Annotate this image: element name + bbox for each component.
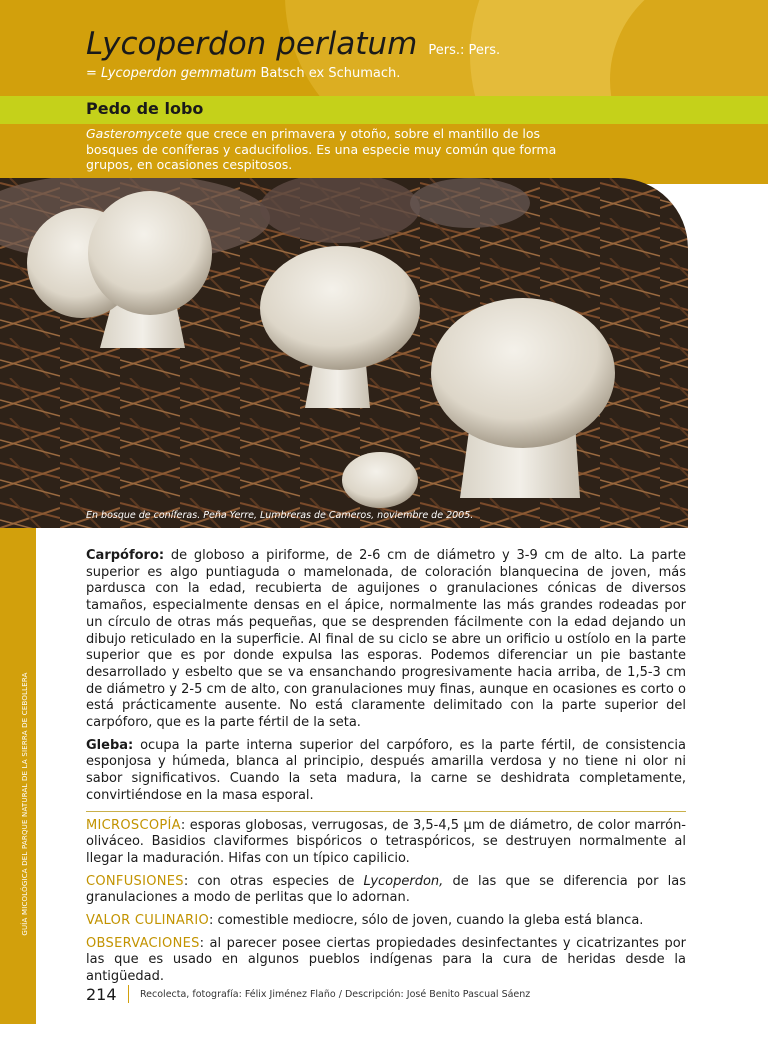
footer-credit: Recolecta, fotografía: Félix Jiménez Flaño / Descripción: José Benito Pascual Sáenz <box>140 989 531 1000</box>
page-number: 214 <box>86 985 117 1004</box>
valor-paragraph <box>86 913 686 930</box>
species-name: Lycoperdon perlatum <box>86 26 418 62</box>
synonym-line <box>86 66 400 81</box>
intro-italic: Gasteromycete <box>86 126 182 141</box>
gleba-text: ocupa la parte interna superior del carpóforo, es la parte fértil, de consistencia esponjosa y húmeda, blanca al principio, después amarilla verdosa y no tiene ni olor ni sabor significativos. Cuando la seta madura, la carne se deshidrata completamente, convirtiéndose en la masa esporal. <box>86 737 686 803</box>
decorative-circle <box>610 0 768 96</box>
photo-illustration <box>0 178 688 528</box>
observaciones-label: OBSERVACIONES <box>86 935 200 951</box>
synonym-prefix: = <box>86 66 102 81</box>
photo-caption: En bosque de coníferas. Peña Yerre, Lumbreras de Cameros, noviembre de 2005. <box>86 510 474 521</box>
mushroom-photo <box>0 178 688 528</box>
description-body <box>86 548 686 992</box>
observaciones-paragraph <box>86 936 686 986</box>
common-name: Pedo de lobo <box>86 99 204 118</box>
carpoforo-paragraph <box>86 548 686 732</box>
confusiones-text-a: : con otras especies de <box>183 873 364 889</box>
microscopia-paragraph <box>86 818 686 868</box>
side-band <box>0 528 36 1024</box>
synonym-species: Lycoperdon gemmatum <box>101 66 257 81</box>
microscopia-text: : esporas globosas, verrugosas, de 3,5-4,5 µm de diámetro, de color marrón-oliváceo. Basidios claviformes bispóricos o tetraspóricos, se destruyen normalmente al llegar la maduración. Hifas con un típico capilicio. <box>86 817 686 866</box>
valor-text: : comestible mediocre, sólo de joven, cuando la gleba está blanca. <box>209 913 644 929</box>
confusiones-paragraph <box>86 874 686 907</box>
confusiones-text-b: de las que se diferencia por las granulaciones a modo de perlitas que lo adornan. <box>86 873 686 906</box>
species-author: Pers.: Pers. <box>428 43 501 58</box>
gleba-label: Gleba: <box>86 737 134 753</box>
carpoforo-text: de globoso a piriforme, de 2-6 cm de diámetro y 3-9 cm de alto. La parte superior es algo puntiaguda o mamelonada, de coloración blanquecina de joven, más pardusca con la edad, recubierta de aguijones o granulaciones cónicas de diversos tamaños, especialmente densas en el ápice, normalmente las más grandes rodeadas por un círculo de otras más pequeñas, que se desprenden fácilmente con la edad dejando un dibujo reticulado en la superficie. Al final de su ciclo se abre un orificio u ostíolo en la parte superior que es por donde expulsa las esporas. Podemos diferenciar un pie bastante desarrollado y esbelto que se va ensanchando progresivamente hacia arriba, de 1,5-3 cm de diámetro y 2-5 cm de alto, con granulaciones muy finas, aunque en ocasiones es corto o está prácticamente ausente. No está claramente delimitado con la parte superior del carpóforo, que es la parte fértil de la seta. <box>86 548 686 731</box>
microscopia-label: MICROSCOPÍA <box>86 817 181 833</box>
confusiones-label: CONFUSIONES <box>86 873 184 889</box>
side-vertical-text: GUÍA MICOLÓGICA DEL PARQUE NATURAL DE LA SIERRA DE CEBOLLERA <box>21 672 29 936</box>
valor-label: VALOR CULINARIO <box>86 913 210 929</box>
species-title-row <box>86 26 500 62</box>
section-divider <box>86 811 686 812</box>
observaciones-text: : al parecer posee ciertas propiedades desinfectantes y cicatrizantes por las que es usado en algunos pueblos indígenas para la cura de heridas desde la antigüedad. <box>86 935 686 985</box>
synonym-author: Batsch ex Schumach. <box>256 66 401 81</box>
intro-body: que crece en primavera y otoño, sobre el mantillo de los bosques de coníferas y caducifolios. Es una especie muy común que forma grupos, en ocasiones cespitosos. <box>86 126 557 172</box>
footer-separator <box>128 985 129 1003</box>
gleba-paragraph <box>86 738 686 805</box>
confusiones-italic: Lycoperdon, <box>363 873 444 889</box>
intro-text <box>86 126 586 173</box>
carpoforo-label: Carpóforo: <box>86 548 165 563</box>
